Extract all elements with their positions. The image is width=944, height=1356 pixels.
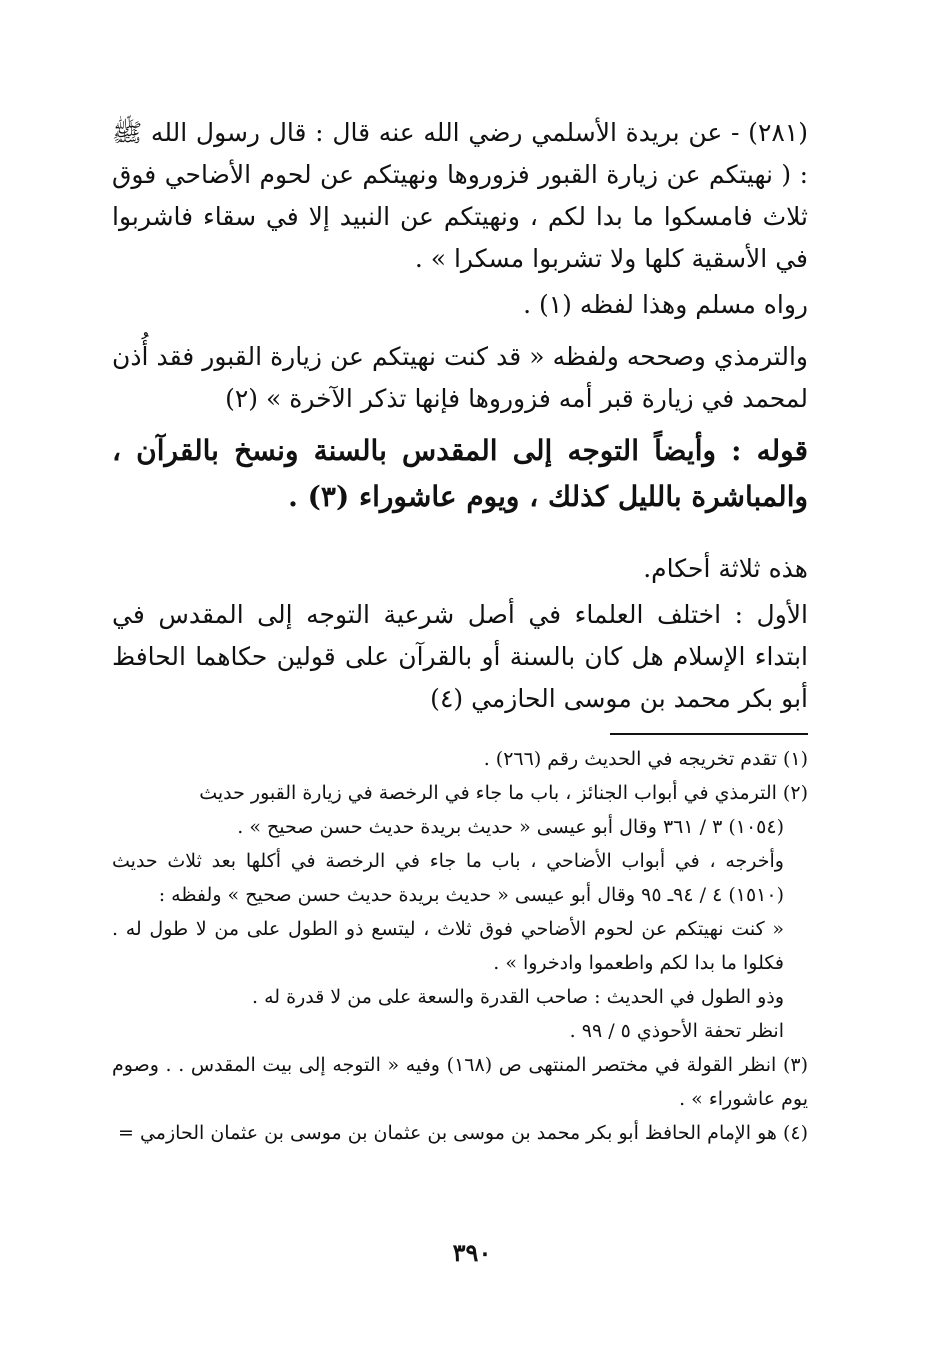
footnote-2-additional: وأخرجه ، في أبواب الأضاحي ، باب ما جاء في الرخصة في أكلها بعد ثلاث حديث (١٥١٠) ٤ / ٩٤ـ ٩٥ وقال أبو عيسى « حديث بريدة حديث حسن صحيح » ولفظه :: [112, 850, 784, 906]
page-number: ٣٩٠: [452, 1238, 492, 1267]
first-ruling-paragraph: الأول : اختلف العلماء في أصل شرعية التوجه إلى المقدس في ابتداء الإسلام هل كان بالسنة أو بالقرآن على قولين حكاهما الحافظ أبو بكر محمد بن موسى الحازمي (٤): [112, 600, 808, 713]
tirmidhi-paragraph: والترمذي وصححه ولفظه « قد كنت نهيتكم عن زيارة القبور فقد أُذن لمحمد في زيارة قبر أمه فزوروها فإنها تذكر الآخرة » (٢): [112, 342, 808, 413]
footnote-1: (١) تقدم تخريجه في الحديث رقم (٢٦٦) .: [483, 748, 808, 770]
footnote-2-reference: انظر تحفة الأحوذي ٥ / ٩٩ .: [569, 1020, 784, 1042]
footnote-2-continued: (١٠٥٤) ٣ / ٣٦١ وقال أبو عيسى « حديث بريدة حديث حسن صحيح » .: [237, 816, 784, 838]
footnote-2-quote: « كنت نهيتكم عن لحوم الأضاحي فوق ثلاث ، ليتسع ذو الطول على من لا طول له . فكلوا ما بدا لكم واطعموا وادخروا » .: [112, 918, 784, 974]
main-text: [112, 112, 808, 720]
hadith-paragraph: (٢٨١) - عن بريدة الأسلمي رضي الله عنه قال : قال رسول الله ﷺ : ( نهيتكم عن زيارة القبور فزوروها ونهيتكم عن لحوم الأضاحي فوق ثلاث فامسكوا ما بدا لكم ، ونهيتكم عن النبيد إلا في سقاء فاشربوا في الأسقية كلها ولا تشربوا مسكرا » .: [112, 118, 808, 273]
rulings-intro: هذه ثلاثة أحكام.: [643, 554, 808, 583]
narration-note: رواه مسلم وهذا لفظه (١) .: [523, 290, 808, 319]
footnote-divider: [610, 733, 808, 735]
footnote-3: (٣) انظر القولة في مختصر المنتهى ص (١٦٨) وفيه « التوجه إلى بيت المقدس . . وصوم يوم عاشوراء » .: [112, 1054, 808, 1110]
footnote-4: (٤) هو الإمام الحافظ أبو بكر محمد بن موسى بن عثمان بن موسى بن عثمان الحازمي =: [118, 1122, 808, 1144]
footnote-2: (٢) الترمذي في أبواب الجنائز ، باب ما جاء في الرخصة في زيارة القبور حديث: [199, 782, 808, 804]
footnotes: [112, 742, 808, 1150]
section-heading: قوله : وأيضاً التوجه إلى المقدس بالسنة ونسخ بالقرآن ، والمباشرة بالليل كذلك ، ويوم عاشوراء (٣) .: [112, 434, 808, 513]
footnote-2-definition: وذو الطول في الحديث : صاحب القدرة والسعة على من لا قدرة له .: [252, 986, 784, 1008]
